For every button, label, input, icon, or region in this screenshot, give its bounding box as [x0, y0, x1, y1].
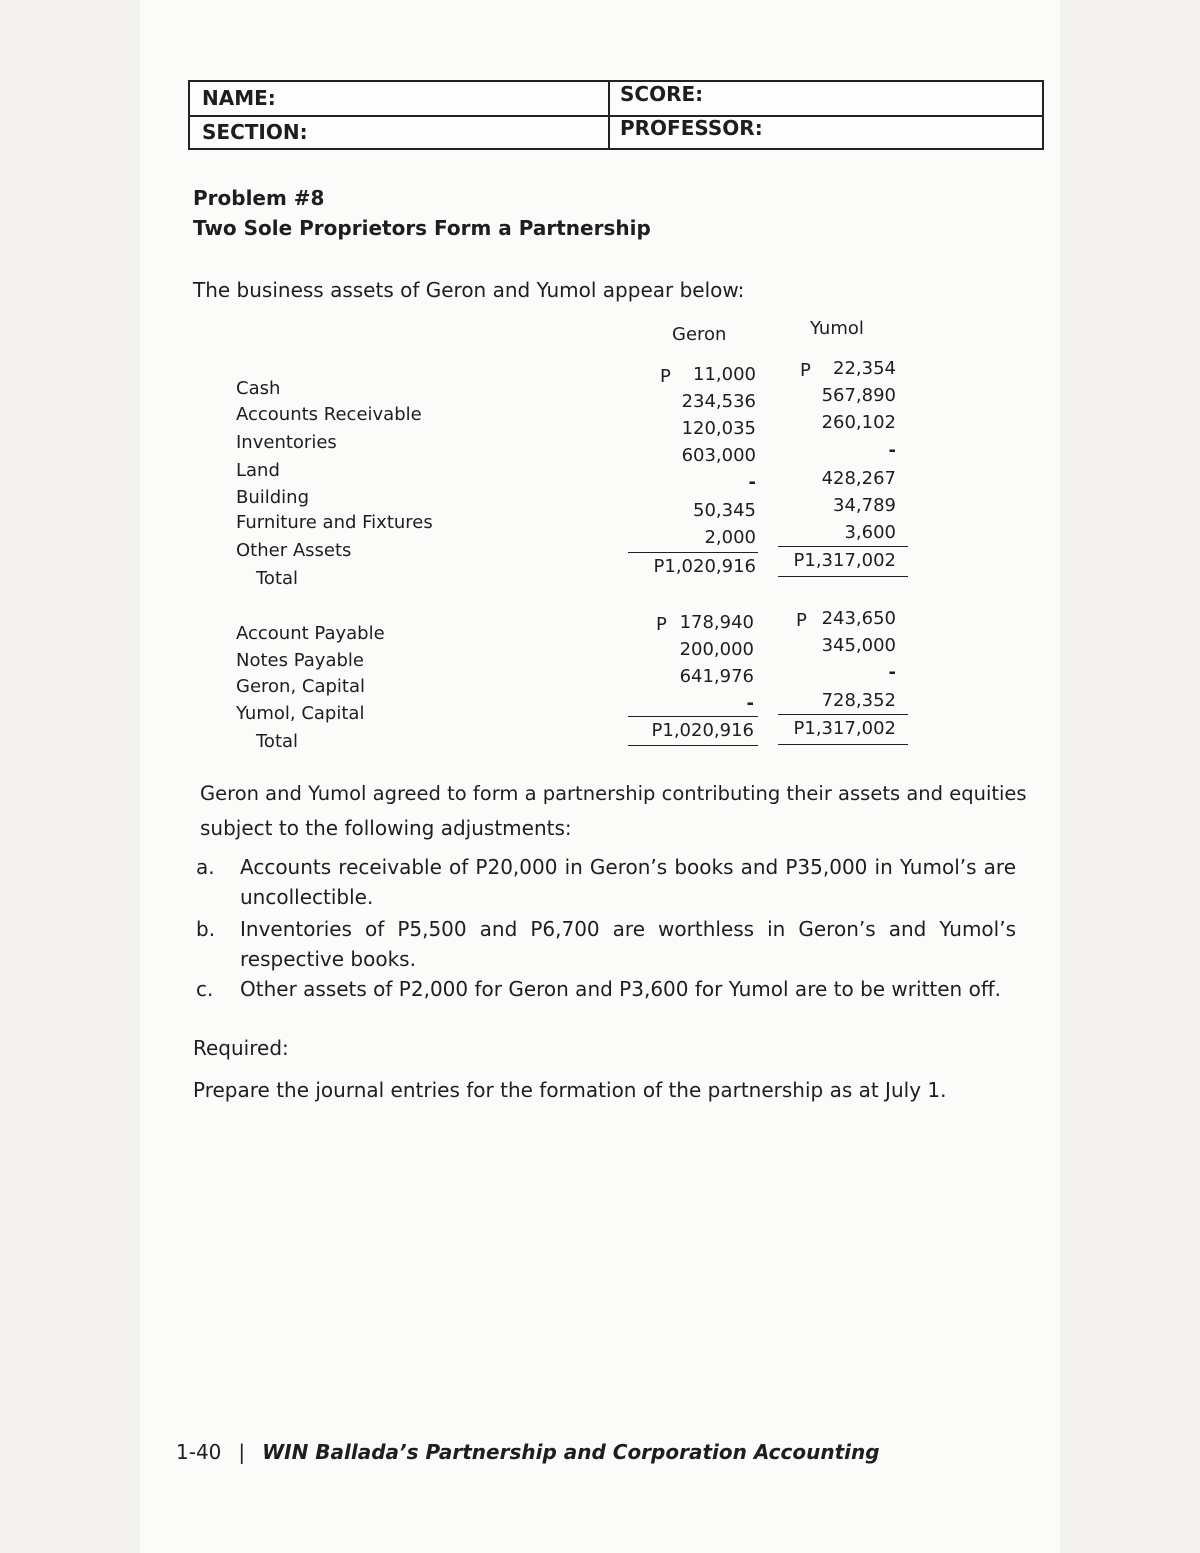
- problem-number: Problem #8: [193, 186, 325, 210]
- liab-label-geron-capital: Geron, Capital: [236, 676, 366, 697]
- asset-label-furniture: Furniture and Fixtures: [236, 512, 433, 533]
- yumol-cash: 22,354: [833, 358, 896, 379]
- geron-cash: 11,000: [693, 364, 756, 385]
- footer-book-title: WIN Ballada’s Partnership and Corporation Accounting: [262, 1440, 880, 1464]
- geron-receivable: 234,536: [681, 391, 756, 412]
- adjustment-item-a: [196, 852, 1016, 912]
- geron-land: 603,000: [681, 445, 756, 466]
- geron-furniture: 50,345: [693, 500, 756, 521]
- geron-assets-total: P1,020,916: [653, 556, 756, 577]
- score-label: SCORE:: [620, 82, 704, 106]
- geron-building: -: [748, 472, 756, 493]
- adjustment-marker-c: c.: [196, 977, 214, 1001]
- geron-liab-double-underline: [628, 745, 758, 746]
- yumol-geron-capital: -: [888, 662, 896, 683]
- liab-label-total: Total: [256, 731, 299, 752]
- col-header-geron: Geron: [672, 324, 727, 345]
- footer-page-number: 1-40: [176, 1440, 222, 1464]
- yumol-yumol-capital: 728,352: [821, 690, 896, 711]
- geron-liab-underline: [628, 716, 758, 717]
- asset-label-building: Building: [236, 487, 310, 508]
- asset-label-total: Total: [256, 568, 299, 589]
- asset-label-receivable: Accounts Receivable: [236, 404, 422, 425]
- required-label: Required:: [193, 1036, 289, 1060]
- adjustment-text-a: Accounts receivable of P20,000 in Geron’s books and P35,000 in Yumol’s are uncollectible.: [240, 855, 1016, 909]
- adjustment-marker-b: b.: [196, 917, 216, 941]
- geron-assets-underline: [628, 552, 758, 553]
- geron-yumol-capital: -: [746, 693, 754, 714]
- geron-liab-total: P1,020,916: [651, 720, 754, 741]
- liab-label-accounts-payable: Account Payable: [236, 623, 385, 644]
- agreement-line-2: subject to the following adjustments:: [200, 816, 572, 840]
- yumol-assets-double-underline: [778, 576, 908, 577]
- name-label: NAME:: [202, 86, 276, 110]
- header-divider-horizontal: [190, 115, 1042, 117]
- liab-label-notes-payable: Notes Payable: [236, 650, 364, 671]
- adjustment-item-c: [196, 974, 1016, 1004]
- geron-inventories: 120,035: [681, 418, 756, 439]
- asset-label-other: Other Assets: [236, 540, 352, 561]
- footer-separator: |: [238, 1440, 246, 1464]
- yumol-notes-payable: 345,000: [821, 635, 896, 656]
- yumol-receivable: 567,890: [821, 385, 896, 406]
- geron-liab-peso-sign: P: [656, 614, 667, 635]
- professor-label: PROFESSOR:: [620, 116, 763, 140]
- section-label: SECTION:: [202, 120, 308, 144]
- yumol-assets-total: P1,317,002: [793, 550, 896, 571]
- geron-peso-sign: P: [660, 366, 671, 387]
- problem-intro: The business assets of Geron and Yumol appear below:: [193, 278, 745, 302]
- geron-notes-payable: 200,000: [679, 639, 754, 660]
- yumol-furniture: 34,789: [833, 495, 896, 516]
- geron-accounts-payable: 178,940: [679, 612, 754, 633]
- adjustment-item-b: [196, 914, 1016, 974]
- yumol-inventories: 260,102: [821, 412, 896, 433]
- agreement-line-1: Geron and Yumol agreed to form a partnership contributing their assets and equities: [200, 782, 1027, 805]
- col-header-yumol: Yumol: [810, 318, 864, 339]
- asset-label-inventories: Inventories: [236, 432, 337, 453]
- asset-label-land: Land: [236, 460, 280, 481]
- liab-label-yumol-capital: Yumol, Capital: [236, 703, 365, 724]
- yumol-accounts-payable: 243,650: [821, 608, 896, 629]
- yumol-building: 428,267: [821, 468, 896, 489]
- yumol-assets-underline: [778, 546, 908, 547]
- adjustment-marker-a: a.: [196, 855, 215, 879]
- yumol-other: 3,600: [844, 522, 896, 543]
- adjustment-text-c: Other assets of P2,000 for Geron and P3,600 for Yumol are to be written off.: [240, 977, 1001, 1001]
- yumol-land: -: [888, 440, 896, 461]
- geron-geron-capital: 641,976: [679, 666, 754, 687]
- header-box: [188, 80, 1044, 150]
- yumol-liab-peso-sign: P: [796, 610, 807, 631]
- yumol-liab-total: P1,317,002: [793, 718, 896, 739]
- yumol-liab-underline: [778, 714, 908, 715]
- adjustment-text-b: Inventories of P5,500 and P6,700 are worthless in Geron’s and Yumol’s respective books.: [240, 917, 1016, 971]
- yumol-liab-double-underline: [778, 744, 908, 745]
- required-text: Prepare the journal entries for the formation of the partnership as at July 1.: [193, 1078, 947, 1102]
- yumol-peso-sign: P: [800, 360, 811, 381]
- problem-title: Two Sole Proprietors Form a Partnership: [193, 216, 651, 240]
- asset-label-cash: Cash: [236, 378, 281, 399]
- page-footer: [176, 1440, 880, 1464]
- geron-other: 2,000: [704, 527, 756, 548]
